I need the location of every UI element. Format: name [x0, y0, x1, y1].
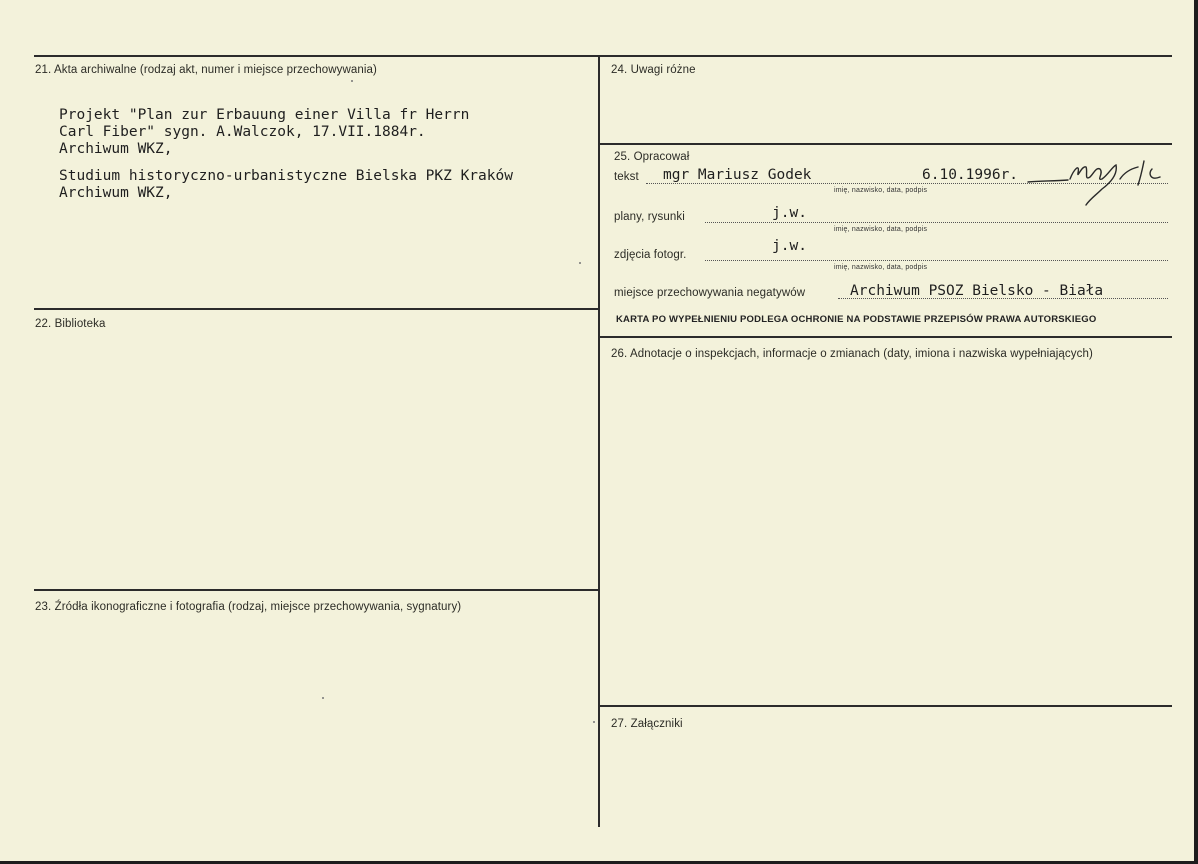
- signature-icon: [1020, 155, 1170, 213]
- section-24-label: 24. Uwagi różne: [611, 64, 696, 76]
- section-22-label: 22. Biblioteka: [35, 318, 106, 330]
- section-21-line-2: Carl Fiber" sygn. A.Walczok, 17.VII.1884r.: [59, 124, 426, 140]
- zdjecia-hint: imię, nazwisko, data, podpis: [834, 264, 928, 271]
- rule-21-22: [34, 308, 599, 310]
- plany-value: j.w.: [772, 205, 807, 221]
- rule-24-25: [598, 143, 1172, 145]
- tekst-author: mgr Mariusz Godek: [663, 167, 812, 183]
- scan-speck: [593, 721, 595, 723]
- scan-speck: [579, 262, 581, 264]
- section-21-label: 21. Akta archiwalne (rodzaj akt, numer i miejsce przechowywania): [35, 64, 377, 76]
- section-25-label: 25. Opracował: [614, 151, 690, 163]
- section-21-line-4: Studium historyczno-urbanistyczne Bielska PKZ Kraków: [59, 168, 513, 184]
- section-21-line-3: Archiwum WKZ,: [59, 141, 173, 157]
- plany-label: plany, rysunki: [614, 211, 685, 223]
- section-23-label: 23. Źródła ikonograficzne i fotografia (rodzaj, miejsce przechowywania, sygnatury): [35, 601, 462, 613]
- negatives-location-value: Archiwum PSOZ Bielsko - Biała: [850, 283, 1104, 299]
- negatives-location-label: miejsce przechowywania negatywów: [614, 287, 806, 299]
- top-rule: [34, 55, 1172, 57]
- zdjecia-dotted-line: [705, 260, 1168, 261]
- scan-speck: [322, 697, 324, 699]
- card-right-edge: [1194, 0, 1198, 864]
- copyright-note: KARTA PO WYPEŁNIENIU PODLEGA OCHRONIE NA PODSTAWIE PRZEPISÓW PRAWA AUTORSKIEGO: [616, 314, 1097, 325]
- rule-25-26: [598, 336, 1172, 338]
- rule-22-23: [34, 589, 599, 591]
- section-26-label: 26. Adnotacje o inspekcjach, informacje o zmianach (daty, imiona i nazwiska wypełniających): [611, 348, 1093, 360]
- plany-dotted-line: [705, 222, 1168, 223]
- section-27-label: 27. Załączniki: [611, 718, 683, 730]
- tekst-label: tekst: [614, 171, 639, 183]
- zdjecia-label: zdjęcia fotogr.: [614, 249, 687, 261]
- scan-speck: [351, 80, 353, 82]
- tekst-date: 6.10.1996r.: [922, 167, 1019, 183]
- center-divider: [598, 55, 600, 827]
- zdjecia-value: j.w.: [772, 238, 807, 254]
- rule-26-27: [598, 705, 1172, 707]
- section-21-line-5: Archiwum WKZ,: [59, 185, 173, 201]
- section-21-line-1: Projekt "Plan zur Erbauung einer Villa fr Herrn: [59, 107, 470, 123]
- tekst-hint: imię, nazwisko, data, podpis: [834, 187, 928, 194]
- plany-hint: imię, nazwisko, data, podpis: [834, 226, 928, 233]
